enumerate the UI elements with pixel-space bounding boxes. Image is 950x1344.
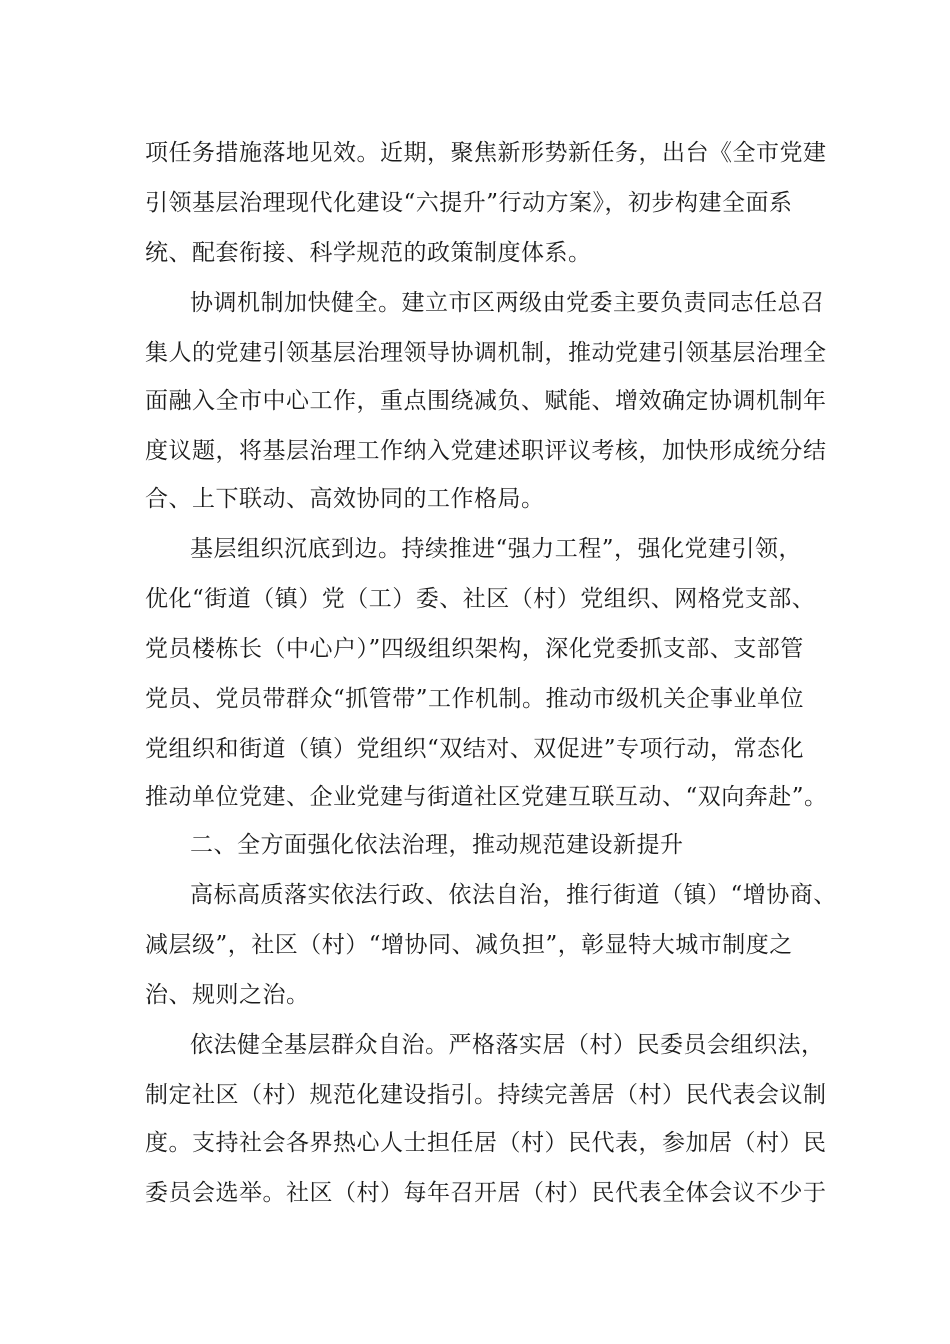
- text-line: 党员、党员带群众“抓管带”工作机制。推动市级机关企事业单位: [145, 686, 805, 712]
- text-line: 治、规则之治。: [145, 982, 310, 1008]
- section-heading: 二、全方面强化依法治理，推动规范建设新提升: [190, 832, 684, 858]
- text-line: 委员会选举。社区（村）每年召开居（村）民代表全体会议不少于: [145, 1180, 827, 1206]
- text-line: 统、配套衔接、科学规范的政策制度体系。: [145, 240, 592, 266]
- text-line: 党员楼栋长（中心户）”四级组织架构，深化党委抓支部、支部管: [145, 636, 804, 662]
- paragraph-start-line: 协调机制加快健全。建立市区两级由党委主要负责同志任总召: [190, 290, 825, 316]
- text-line: 集人的党建引领基层治理领导协调机制，推动党建引领基层治理全: [145, 340, 827, 366]
- text-line: 优化“街道（镇）党（工）委、社区（村）党组织、网格党支部、: [145, 586, 816, 612]
- text-line: 合、上下联动、高效协同的工作格局。: [145, 486, 545, 512]
- text-line: 制定社区（村）规范化建设指引。持续完善居（村）民代表会议制: [145, 1082, 827, 1108]
- paragraph-start-line: 依法健全基层群众自治。严格落实居（村）民委员会组织法，: [190, 1032, 825, 1058]
- text-line: 推动单位党建、企业党建与街道社区党建互联互动、“双向奔赴”。: [145, 784, 828, 810]
- text-line: 度议题，将基层治理工作纳入党建述职评议考核，加快形成统分结: [145, 438, 827, 464]
- paragraph-start-line: 基层组织沉底到边。持续推进“强力工程”，强化党建引领，: [190, 536, 803, 562]
- text-line: 度。支持社会各界热心人士担任居（村）民代表，参加居（村）民: [145, 1130, 827, 1156]
- paragraph-start-line: 高标高质落实依法行政、依法自治，推行街道（镇）“增协商、: [190, 882, 837, 908]
- text-line: 引领基层治理现代化建设“六提升”行动方案》，初步构建全面系: [145, 190, 793, 216]
- text-line: 减层级”，社区（村）“增协同、减负担”，彰显特大城市制度之: [145, 932, 793, 958]
- text-line: 项任务措施落地见效。近期，聚焦新形势新任务，出台《全市党建: [145, 140, 827, 166]
- text-line: 面融入全市中心工作，重点围绕减负、赋能、增效确定协调机制年: [145, 388, 827, 414]
- text-line: 党组织和街道（镇）党组织“双结对、双促进”专项行动，常态化: [145, 736, 805, 762]
